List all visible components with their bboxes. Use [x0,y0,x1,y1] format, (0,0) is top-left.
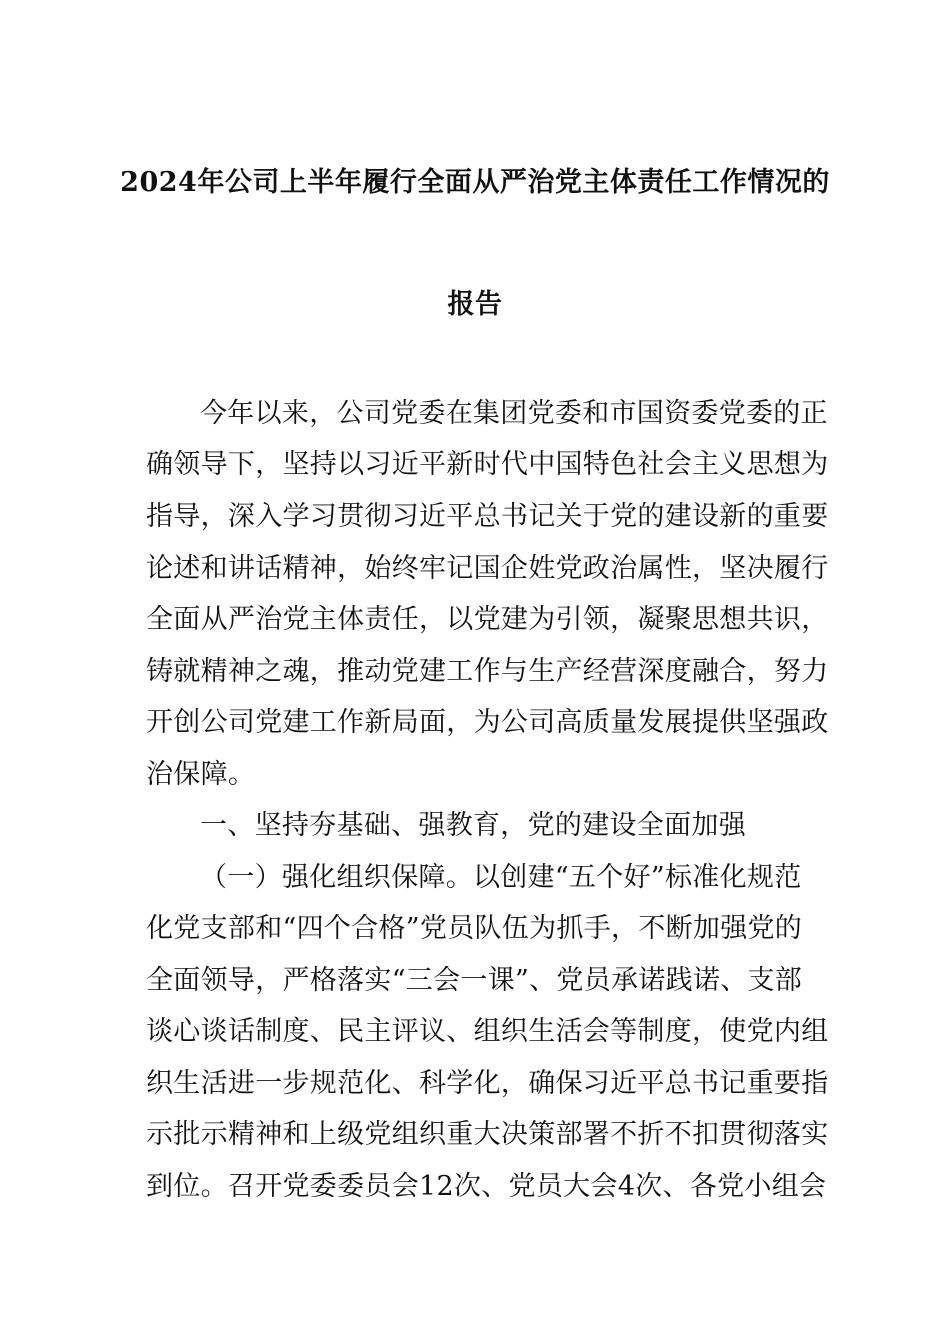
body-paragraph-1-line-5: 全面从严治党主体责任，以党建为引领，凝聚思想共识， [146,604,829,635]
body-paragraph-1-line-4: 论述和讲话精神，始终牢记国企姓党政治属性，坚决履行 [146,553,829,584]
body-paragraph-1-line-2: 确领导下，坚持以习近平新时代中国特色社会主义思想为 [146,449,829,480]
body-paragraph-2-line-7: 到位。召开党委委员会12次、党员大会4次、各党小组会 [146,1171,827,1202]
body-paragraph-1-line-7: 开创公司党建工作新局面，为公司高质量发展提供坚强政 [146,707,829,738]
body-paragraph-2-line-1: （一）强化组织保障。以创建“五个好”标准化规范 [200,862,802,893]
body-paragraph-2-line-3: 全面领导，严格落实“三会一课”、党员承诺践诺、支部 [146,965,803,996]
body-paragraph-2-line-4: 谈心谈话制度、民主评议、组织生活会等制度，使党内组 [146,1016,829,1047]
body-paragraph-1-line-8: 治保障。 [146,759,256,790]
body-paragraph-2-line-5: 织生活进一步规范化、科学化，确保习近平总书记重要指 [146,1068,829,1099]
body-paragraph-1-line-6: 铸就精神之魂，推动党建工作与生产经营深度融合，努力 [146,656,829,687]
document-title-line-2: 报告 [447,289,503,320]
body-paragraph-1-line-1: 今年以来，公司党委在集团党委和市国资委党委的正 [200,398,828,429]
body-paragraph-1-line-3: 指导，深入学习贯彻习近平总书记关于党的建设新的重要 [146,501,829,532]
section-heading-1: 一、坚持夯基础、强教育，党的建设全面加强 [200,810,746,841]
document-title-line-1: 2024年公司上半年履行全面从严治党主体责任工作情况的 [120,167,830,198]
body-paragraph-2-line-6: 示批示精神和上级党组织重大决策部署不折不扣贯彻落实 [146,1119,829,1150]
body-paragraph-2-line-2: 化党支部和“四个合格”党员队伍为抓手，不断加强党的 [146,913,803,944]
